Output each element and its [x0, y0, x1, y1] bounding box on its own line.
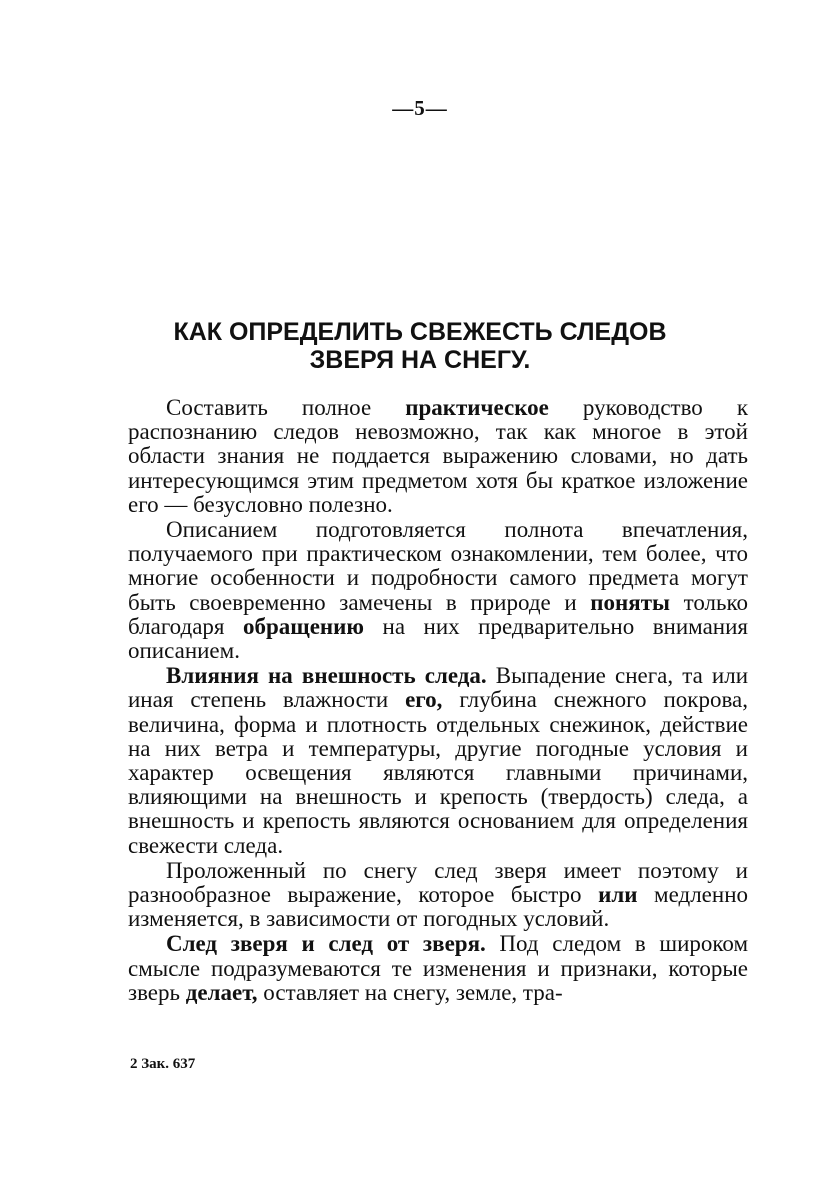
text-run: медленно изменяется, в зависимости от погодных условий.	[128, 882, 748, 932]
text-run: на них предварительно внимания описанием.	[128, 613, 748, 664]
paragraph	[128, 932, 748, 1005]
page-title	[120, 318, 720, 374]
body-text	[128, 396, 748, 1005]
bold-term: или	[598, 882, 638, 908]
section-heading: Влияния на внешность следа.	[166, 663, 487, 689]
text-run: Составить полное	[166, 395, 406, 420]
text-run: глубина снежного покрова, величина, форма и плотность отдельных снежинок, действие на них ветра и температуры, другие погодные условия и характер освещения являются главными причинами, влияющими на внешность и крепость (твердость) следа, а внешность и крепость являются основанием для определения свежести следа.	[128, 687, 748, 858]
title-line-1: КАК ОПРЕДЕЛИТЬ СВЕЖЕСТЬ СЛЕДОВ	[173, 318, 667, 346]
title-line-2: ЗВЕРЯ НА СНЕГУ.	[309, 346, 531, 374]
paragraph	[128, 518, 748, 663]
section-heading: След зверя и след от зверя.	[166, 931, 486, 957]
footer-signature: 2 Зак. 637	[130, 1056, 196, 1072]
text-run: Под следом в широком смысле подразумеваются те изменения и признаки, которые зверь	[128, 931, 749, 1005]
page-number: —5—	[392, 96, 448, 120]
paragraph	[128, 664, 748, 858]
text-run: Описанием подготовляется полнота впечатления, получаемого при практическом ознакомлении, тем более, что многие особенности и подробности самого предмета могут быть своевременно замечены в природе и	[128, 517, 748, 615]
bold-term: поняты	[590, 589, 670, 615]
bold-term: обращению	[243, 613, 365, 639]
bold-term: практическое	[405, 395, 549, 420]
text-run: Проложенный по снегу след зверя имеет поэтому и разнообразное выражение, которое быстро	[128, 857, 748, 908]
paragraph	[128, 396, 748, 517]
paragraph	[128, 859, 748, 932]
text-run: руководство к распознанию следов невозможно, так как многое в этой области знания не поддается выражению словами, но дать интересующимся этим предметом хотя бы краткое изложение его — безусловно полезно.	[128, 395, 748, 517]
text-run: Выпадение снега, та или иная степень влажности	[128, 663, 748, 713]
text-run: оставляет на снегу, земле, тра-	[257, 979, 563, 1005]
bold-term: делает,	[185, 979, 258, 1005]
bold-term: его,	[405, 687, 443, 713]
text-run: только благодаря	[128, 589, 748, 639]
